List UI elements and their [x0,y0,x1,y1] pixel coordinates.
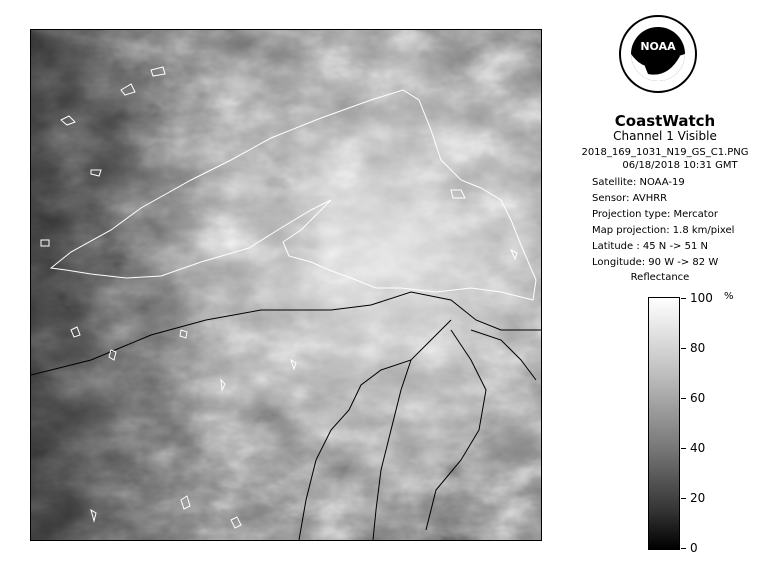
colorbar-tick-label: 60 [690,391,706,405]
colorbar-tick [681,448,686,449]
sensor-info: Sensor: AVHRR [592,193,668,204]
noaa-logo [618,14,698,94]
channel-label: Channel 1 Visible [613,129,717,143]
colorbar-label: Reflectance [630,272,690,283]
colorbar-tick-label: 20 [690,491,706,505]
dark-west-region [31,30,541,540]
colorbar-tick-label: 80 [690,341,706,355]
latitude-info: Latitude : 45 N -> 51 N [592,241,708,252]
satellite-image-map [30,29,542,541]
product-title: CoastWatch [614,112,716,130]
filename: 2018_169_1031_N19_GS_C1.PNG [581,147,749,158]
colorbar-tick [681,498,686,499]
projection-type-info: Projection type: Mercator [592,209,718,220]
colorbar-tick [681,348,686,349]
satellite-info: Satellite: NOAA-19 [592,177,685,188]
acquisition-datetime: 06/18/2018 10:31 GMT [622,160,738,171]
colorbar-tick [681,548,686,549]
colorbar-tick-label: 0 [690,541,698,555]
map-projection-info: Map projection: 1.8 km/pixel [592,225,735,236]
colorbar-tick-label: 40 [690,441,706,455]
satellite-image [31,30,541,540]
colorbar-unit: % [724,291,734,302]
colorbar-tick [681,398,686,399]
colorbar [648,297,680,550]
logo-text: NOAA [640,40,676,53]
colorbar-tick [681,298,686,299]
longitude-info: Longitude: 90 W -> 82 W [592,257,719,268]
noaa-seal-graphic [618,14,698,94]
colorbar-tick-label: 100 [690,291,713,305]
